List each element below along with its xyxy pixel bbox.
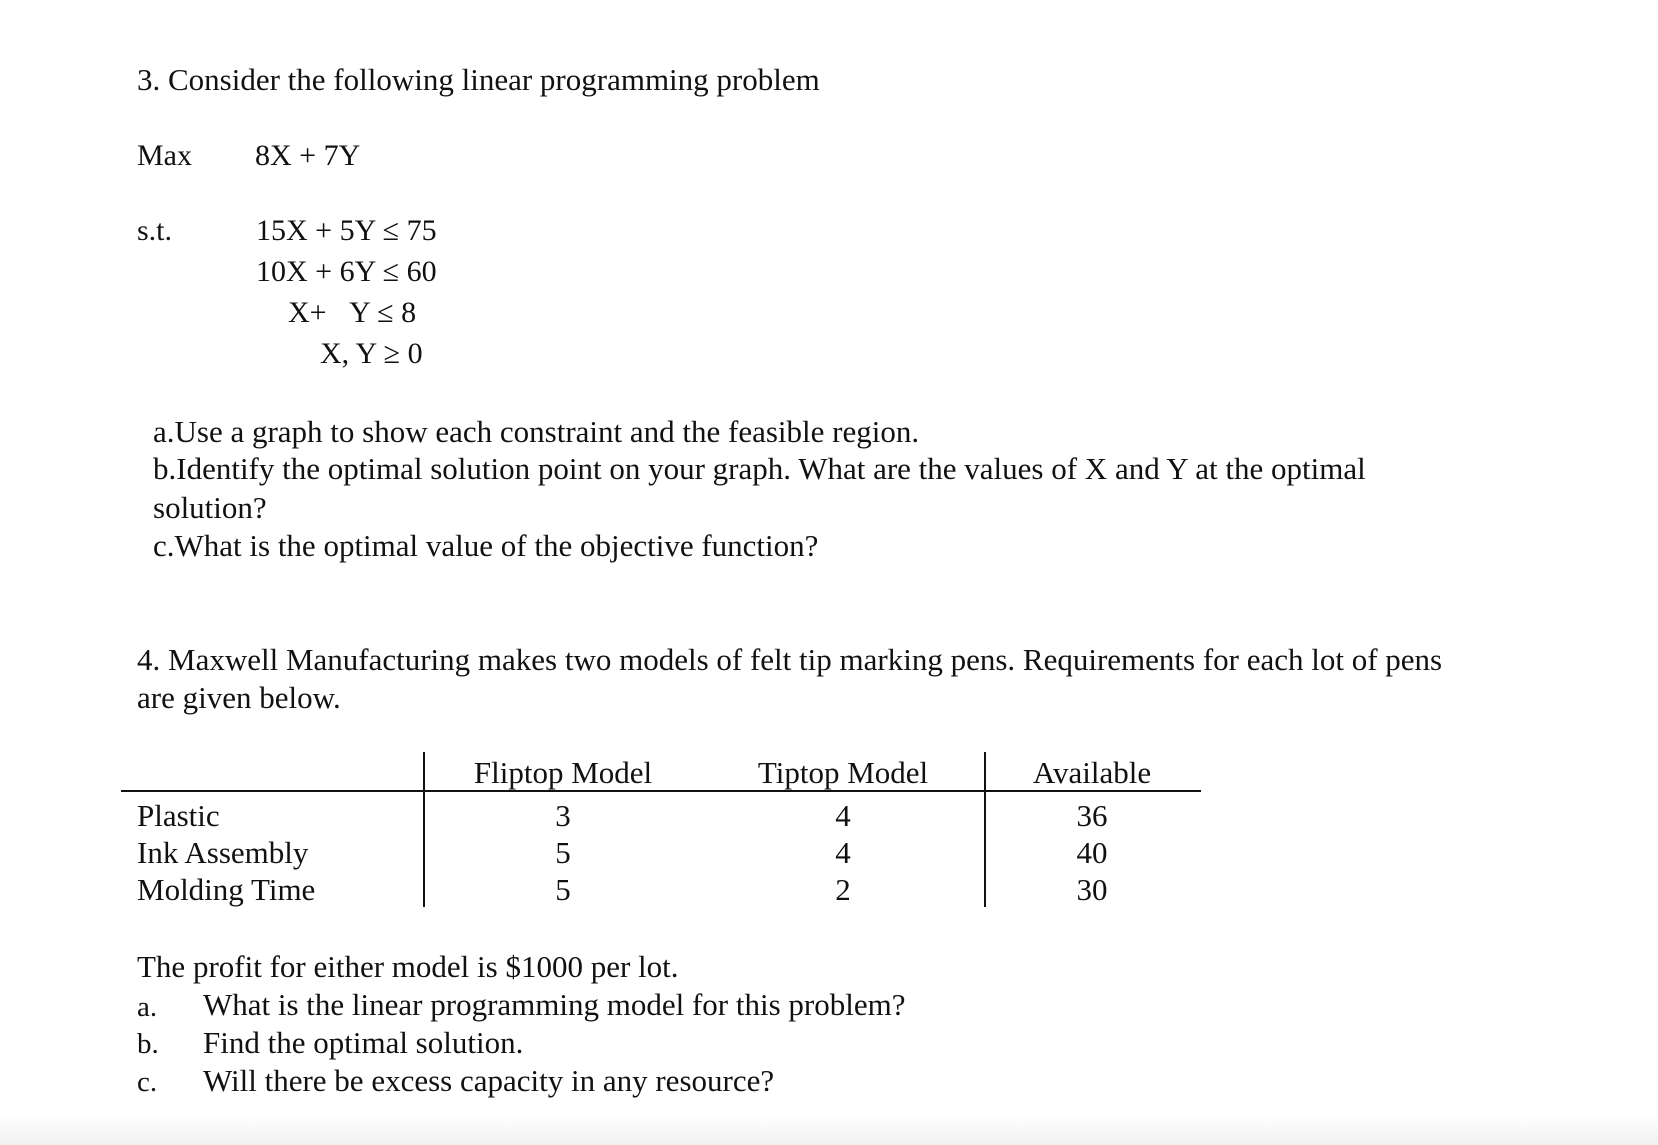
question-3c: c.What is the optimal value of the objective function?: [153, 528, 819, 563]
question-4c: Will there be excess capacity in any resource?: [203, 1063, 775, 1098]
constraint-3: X+ Y ≤ 8: [288, 296, 417, 329]
column-header-available: Available: [1032, 755, 1152, 790]
cell-ink-available: 40: [1076, 835, 1108, 870]
question-4b-marker: b.: [137, 1028, 159, 1060]
cell-ink-fliptop: 5: [555, 835, 571, 870]
nonnegativity-constraint: X, Y ≥ 0: [320, 337, 423, 370]
st-label: s.t.: [137, 214, 173, 247]
question-4b: Find the optimal solution.: [203, 1025, 524, 1060]
cell-ink-tiptop: 4: [835, 835, 851, 870]
problem-4-heading: 4. Maxwell Manufacturing makes two models of felt tip marking pens. Requirements for each lot of pens: [137, 642, 1443, 677]
cell-plastic-tiptop: 4: [835, 798, 851, 833]
question-3b-cont: solution?: [153, 490, 267, 525]
cell-molding-fliptop: 5: [555, 872, 571, 907]
problem-4-heading-cont: are given below.: [137, 680, 341, 715]
question-4a-marker: a.: [137, 991, 158, 1023]
bottom-edge-shade: [0, 1115, 1658, 1145]
cell-molding-available: 30: [1076, 872, 1108, 907]
problem-3-heading: 3. Consider the following linear programming problem: [137, 62, 820, 97]
cell-plastic-available: 36: [1076, 798, 1108, 833]
question-4c-marker: c.: [137, 1066, 158, 1098]
table-divider-left: [423, 752, 425, 907]
constraint-2: 10X + 6Y ≤ 60: [256, 255, 437, 288]
max-label: Max: [137, 139, 192, 172]
profit-statement: The profit for either model is $1000 per lot.: [137, 949, 679, 984]
question-4a: What is the linear programming model for this problem?: [203, 987, 906, 1022]
row-label-plastic: Plastic: [137, 798, 220, 833]
table-divider-right: [984, 752, 986, 907]
cell-plastic-fliptop: 3: [555, 798, 571, 833]
cell-molding-tiptop: 2: [835, 872, 851, 907]
question-3a: a.Use a graph to show each constraint and the feasible region.: [153, 414, 920, 449]
row-label-molding-time: Molding Time: [137, 872, 316, 907]
row-label-ink-assembly: Ink Assembly: [137, 835, 309, 870]
table-header-rule: [121, 790, 1201, 792]
constraint-1: 15X + 5Y ≤ 75: [256, 214, 437, 247]
column-header-fliptop: Fliptop Model: [473, 755, 653, 790]
column-header-tiptop: Tiptop Model: [757, 755, 929, 790]
question-3b: b.Identify the optimal solution point on your graph. What are the values of X and Y at the optimal: [153, 451, 1366, 486]
objective-function: 8X + 7Y: [255, 139, 361, 172]
